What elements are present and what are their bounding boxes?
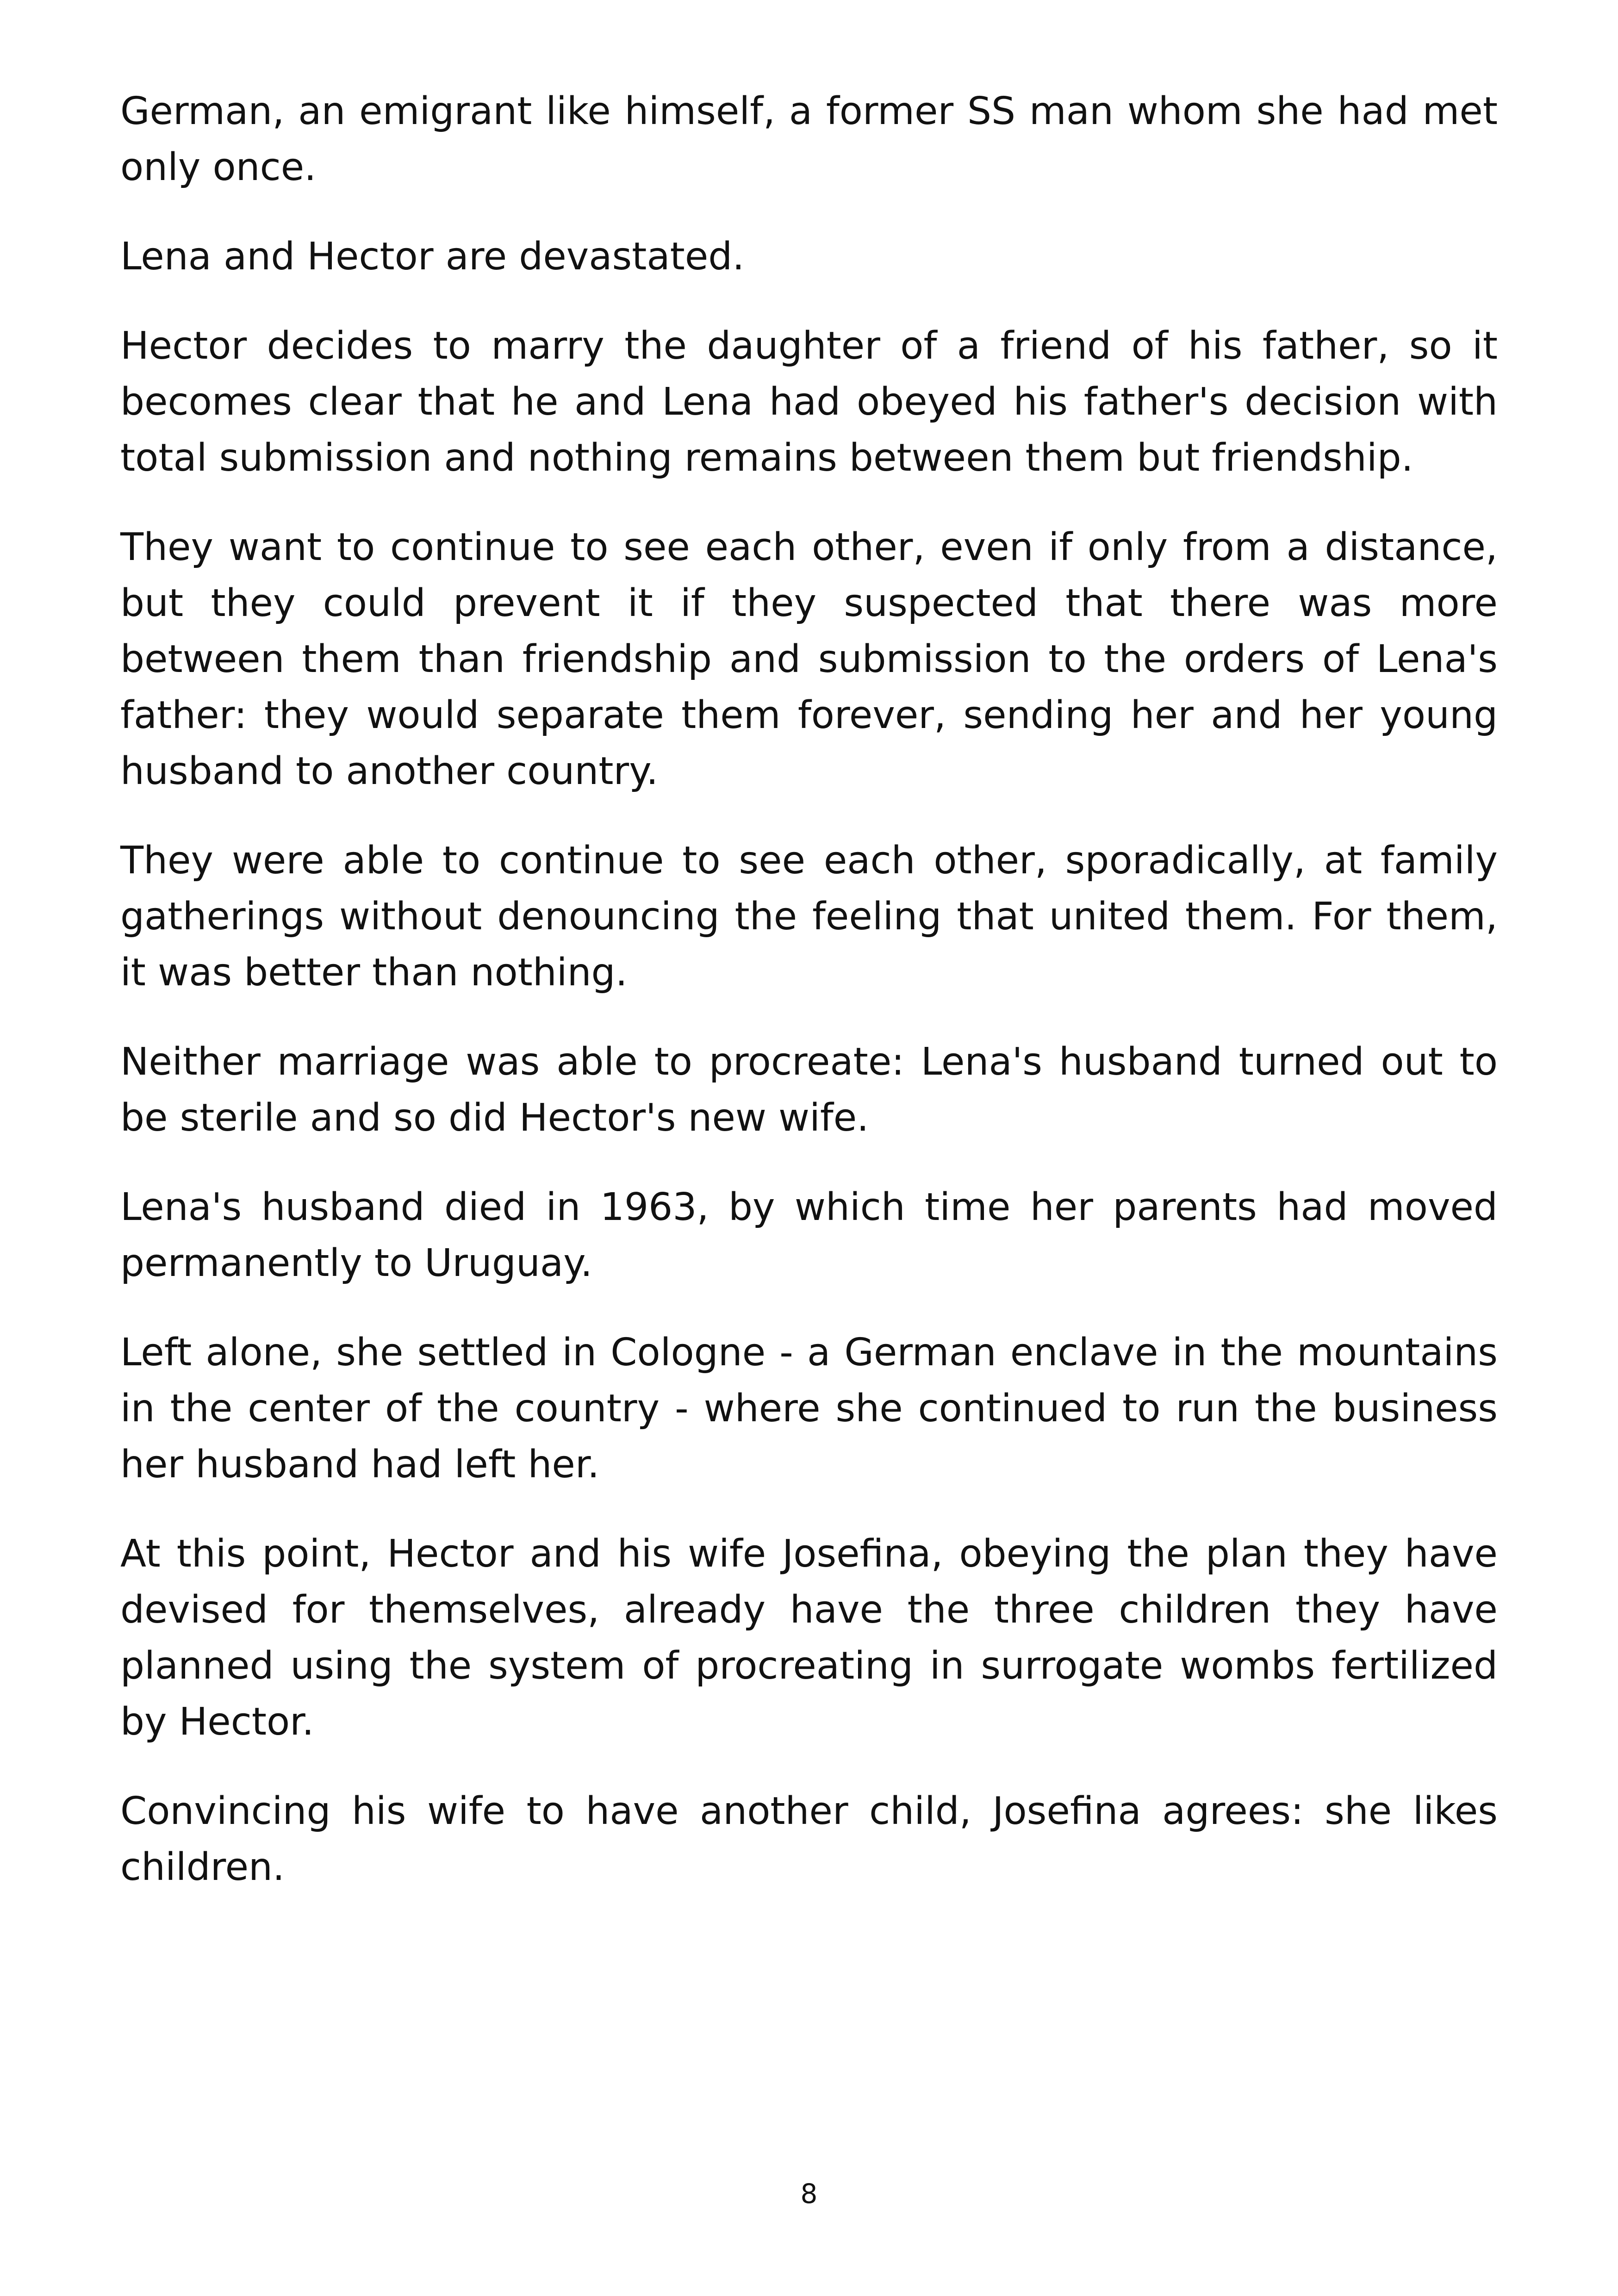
paragraph: They were able to continue to see each other, sporadically, at family gatherings without denouncing the feeling that united them. For them, it was better than nothing. — [120, 839, 1498, 995]
paragraph: Convincing his wife to have another child, Josefina agrees: she likes children. — [120, 1789, 1498, 1889]
paragraph: German, an emigrant like himself, a former SS man whom she had met only once. — [120, 89, 1498, 189]
paragraph: At this point, Hector and his wife Josefina, obeying the plan they have devised for themselves, already have the three children they have planned using the system of procreating in surrogate wombs fertilized by Hector. — [120, 1532, 1498, 1744]
paragraph: Hector decides to marry the daughter of a friend of his father, so it becomes clear that he and Lena had obeyed his father's decision with total submission and nothing remains between them but friendship. — [120, 324, 1498, 480]
body-text — [120, 83, 1498, 1929]
paragraph: They want to continue to see each other, even if only from a distance, but they could prevent it if they suspected that there was more between them than friendship and submission to the orders of Lena's father: they would separate them forever, sending her and her young husband to another country. — [120, 525, 1498, 793]
paragraph: Neither marriage was able to procreate: Lena's husband turned out to be sterile and so did Hector's new wife. — [120, 1040, 1498, 1140]
paragraph: Lena's husband died in 1963, by which time her parents had moved permanently to Uruguay. — [120, 1185, 1498, 1285]
page-number: 8 — [800, 2178, 818, 2209]
paragraph: Left alone, she settled in Cologne - a German enclave in the mountains in the center of the country - where she continued to run the business her husband had left her. — [120, 1331, 1498, 1487]
paragraph: Lena and Hector are devastated. — [120, 235, 745, 279]
